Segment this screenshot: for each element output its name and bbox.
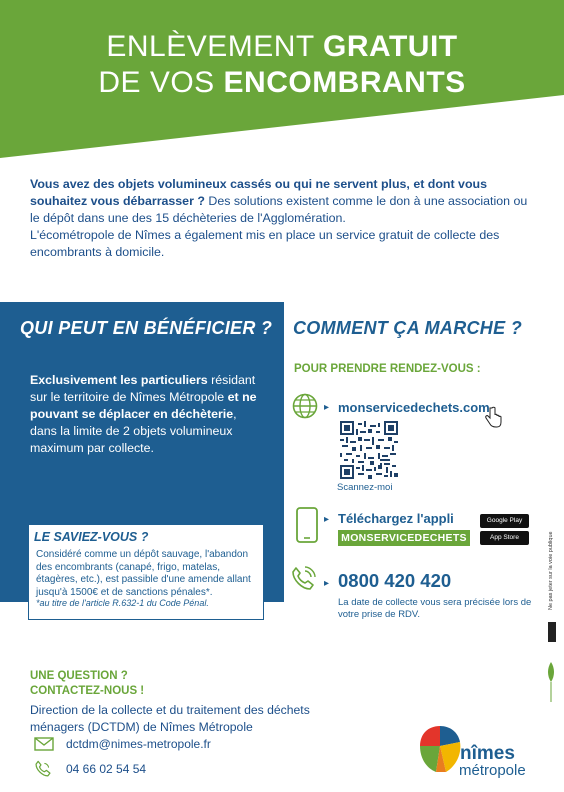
beneficiary-bold2: et ne pouvant se déplacer en déchèterie xyxy=(30,390,257,421)
contact-heading-line2: CONTACTEZ-NOUS ! xyxy=(30,684,145,697)
contact-direction: Direction de la collecte et du traitement des déchets ménagers (DCTDM) de Nîmes Métropole xyxy=(30,703,310,734)
download-app-label: Téléchargez l'appli xyxy=(338,511,454,526)
phone-icon xyxy=(290,566,316,592)
header-title-line2 xyxy=(0,66,564,100)
contact-phone[interactable]: 04 66 02 54 54 xyxy=(66,762,147,776)
mail-icon xyxy=(34,737,54,751)
phone-number[interactable]: 0800 420 420 xyxy=(338,570,452,591)
intro-text1: Des solutions existent comme le don à une association ou le dépôt dans une des 15 déchèteries de l'Agglomération. xyxy=(30,194,528,225)
logo-text-nimes: nîmes xyxy=(460,743,515,764)
header-title-bold-2: ENCOMBRANTS xyxy=(223,66,466,99)
smartphone-icon xyxy=(296,507,318,543)
header-title-thin: ENLÈVEMENT xyxy=(106,30,324,63)
header-title-thin-2: DE VOS xyxy=(98,66,224,99)
qr-code[interactable] xyxy=(340,421,398,479)
how-it-works-title: COMMENT ÇA MARCHE ? xyxy=(293,318,523,338)
hand-cursor-icon xyxy=(484,406,502,428)
nimes-metropole-logo xyxy=(416,722,464,776)
intro-text2: L'écométropole de Nîmes a également mis en place un service gratuit de collecte des encombrants à domicile. xyxy=(30,228,500,259)
contact-heading xyxy=(30,669,144,698)
header-title-line1 xyxy=(0,30,564,64)
did-you-know-title: LE SAVIEZ-VOUS ? xyxy=(34,530,149,544)
scan-me-label: Scannez-moi xyxy=(337,482,393,493)
appointment-label: POUR PRENDRE RENDEZ-VOUS : xyxy=(294,363,481,375)
app-store-badge[interactable]: App Store xyxy=(480,531,529,545)
arrow-icon-web: ▸ xyxy=(324,402,330,413)
app-name-badge: MONSERVICEDECHETS xyxy=(338,530,470,546)
did-you-know-note: *au titre de l'article R.632-1 du Code Pénal. xyxy=(36,598,209,608)
globe-icon xyxy=(292,393,318,419)
phone-note: La date de collecte vous sera précisée lors de votre prise de RDV. xyxy=(338,597,532,620)
arrow-icon-app: ▸ xyxy=(324,514,330,525)
logo-text-metropole: métropole xyxy=(459,762,526,779)
recycling-logo xyxy=(548,622,556,642)
beneficiary-title: QUI PEUT EN BÉNÉFICIER ? xyxy=(20,318,273,338)
contact-heading-line1: UNE QUESTION ? xyxy=(30,670,128,682)
contact-email[interactable]: dctdm@nimes-metropole.fr xyxy=(66,737,211,751)
beneficiary-text1: résidant sur le territoire de Nîmes Métropole xyxy=(30,373,256,404)
beneficiary-text xyxy=(30,372,260,457)
google-play-badge[interactable]: Google Play xyxy=(480,514,529,528)
arrow-icon-phone: ▸ xyxy=(324,578,330,589)
website-link[interactable]: monservicedechets.com xyxy=(338,400,490,415)
beneficiary-bold1: Exclusivement les particuliers xyxy=(30,373,208,387)
did-you-know-text: Considéré comme un dépôt sauvage, l'abandon des encombrants (canapé, frigo, matelas, étagères, etc.), est passible d'une amende allant jusqu'à 1500€ et de sanctions pénales*. xyxy=(36,549,251,598)
eco-leaf-icon xyxy=(546,660,556,704)
intro-paragraph xyxy=(30,176,536,261)
header-title-bold: GRATUIT xyxy=(323,30,458,63)
side-notice-text: Ne pas jeter sur la voie publique xyxy=(548,531,554,610)
beneficiary-text2: , dans la limite de 2 objets volumineux maximum par collecte. xyxy=(30,407,237,455)
intro-lead: Vous avez des objets volumineux cassés ou qui ne servent plus, et dont vous souhaitez vous débarrasser ? xyxy=(30,177,487,208)
phone-icon-contact xyxy=(34,759,52,779)
